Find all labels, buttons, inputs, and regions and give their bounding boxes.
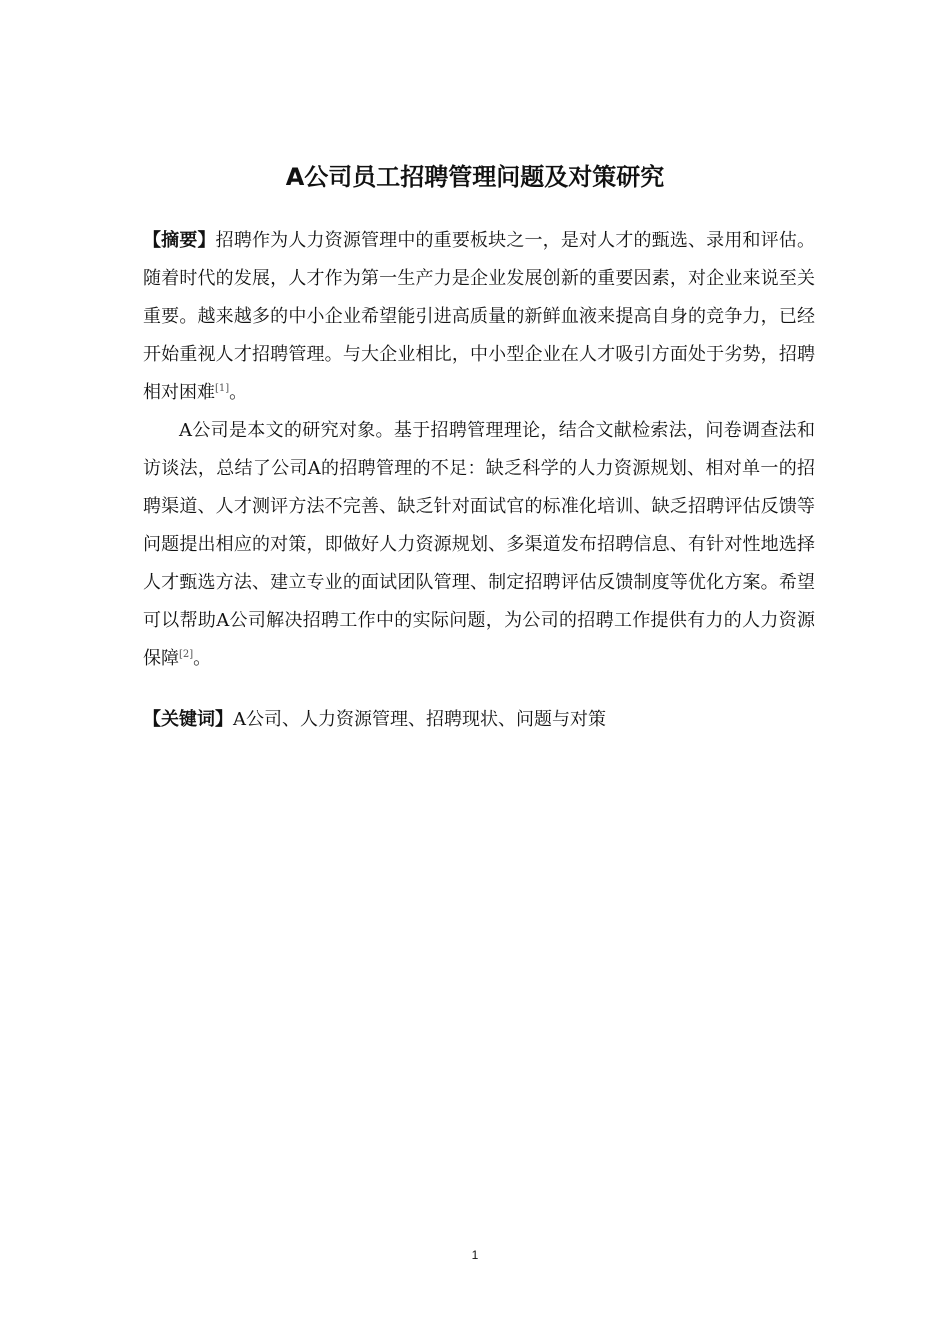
- paper-title: A公司员工招聘管理问题及对策研究: [285, 163, 665, 191]
- page-number: 1: [471, 1248, 479, 1262]
- abstract-section: [143, 222, 815, 678]
- citation-ref-2: [2]: [179, 649, 194, 660]
- citation-ref-1: [1]: [215, 383, 230, 394]
- abstract-label: 【摘要】: [143, 230, 216, 251]
- abstract-paragraph-1-text: 招聘作为人力资源管理中的重要板块之一，是对人才的甄选、录用和评估。随着时代的发展，人才作为第一生产力是企业发展创新的重要因素，对企业来说至关重要。越来越多的中小企业希望能引进高质量的新鲜血液来提高自身的竞争力，已经开始重视人才招聘管理。与大企业相比，中小型企业在人才吸引方面处于劣势，招聘相对困难: [143, 230, 816, 403]
- abstract-paragraph-2: [143, 412, 815, 678]
- abstract-paragraph-1: [143, 222, 815, 412]
- abstract-paragraph-2-text: A公司是本文的研究对象。基于招聘管理理论，结合文献检索法，问卷调查法和访谈法，总结了公司A的招聘管理的不足：缺乏科学的人力资源规划、相对单一的招聘渠道、人才测评方法不完善、缺乏针对面试官的标准化培训、缺乏招聘评估反馈等问题提出相应的对策，即做好人力资源规划、多渠道发布招聘信息、有针对性地选择人才甄选方法、建立专业的面试团队管理、制定招聘评估反馈制度等优化方案。希望可以帮助A公司解决招聘工作中的实际问题，为公司的招聘工作提供有力的人力资源保障: [143, 420, 815, 669]
- abstract-paragraph-2-end: 。: [193, 648, 212, 669]
- abstract-paragraph-1-end: 。: [229, 382, 248, 403]
- keywords-text: A公司、人力资源管理、招聘现状、问题与对策: [233, 709, 606, 730]
- keywords-section: [143, 701, 815, 739]
- keywords-label: 【关键词】: [143, 709, 233, 730]
